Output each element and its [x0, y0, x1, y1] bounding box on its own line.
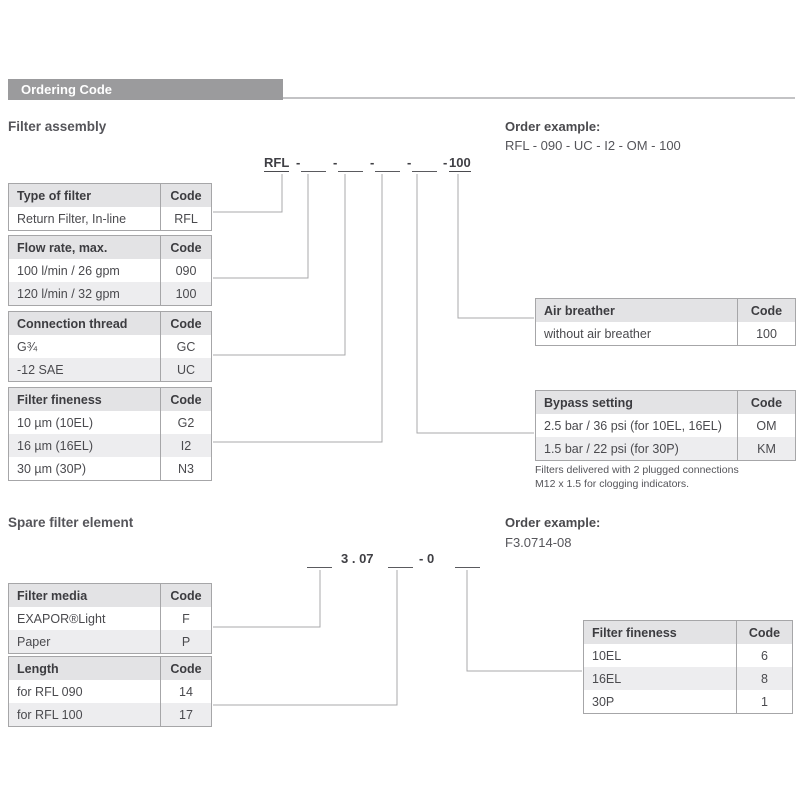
cell-label: -12 SAE [17, 362, 64, 377]
table-row [9, 282, 211, 305]
table-header-row [9, 236, 211, 259]
cell-code: F [160, 607, 211, 630]
table-header-row [9, 388, 211, 411]
cell-label: 2.5 bar / 36 psi (for 10EL, 16EL) [544, 418, 722, 433]
cell-label: EXAPOR®Light [17, 611, 106, 626]
cell-code: 6 [736, 644, 792, 667]
code-suffix: - 0 [419, 551, 435, 566]
table-row [536, 414, 795, 437]
cell-label: 16 µm (16EL) [17, 438, 93, 453]
cell-label: without air breather [544, 326, 652, 341]
code-blank-fineness [375, 156, 400, 172]
table-row [536, 437, 795, 460]
section-header-bar: Ordering Code [8, 79, 283, 100]
table-row [9, 607, 211, 630]
code-dash: - [333, 155, 338, 170]
table-header-row [584, 621, 792, 644]
cell-label: 16EL [592, 671, 622, 686]
cell-code: OM [737, 414, 795, 437]
spare-element-title: Spare filter element [8, 515, 134, 530]
cell-code: G2 [160, 411, 211, 434]
code-prefix: RFL [264, 155, 290, 170]
cell-code: N3 [160, 457, 211, 480]
table-header-row [9, 312, 211, 335]
cell-label: 1.5 bar / 22 psi (for 30P) [544, 441, 679, 456]
column-header-code: Code [736, 621, 792, 644]
table-connection-thread [8, 311, 212, 382]
table-row [584, 667, 792, 690]
column-header-code: Code [160, 236, 211, 259]
cell-label: Paper [17, 634, 51, 649]
cell-code: 17 [160, 703, 211, 726]
table-flow-rate [8, 235, 212, 306]
column-header: Filter fineness [17, 392, 102, 407]
order-example-value: F3.0714-08 [505, 535, 572, 550]
order-example-label: Order example: [505, 515, 601, 530]
table-header-row [536, 391, 795, 414]
cell-code: 14 [160, 680, 211, 703]
table-type-of-filter [8, 183, 212, 231]
code-dash: - [370, 155, 375, 170]
cell-code: 1 [736, 690, 792, 713]
table-row [9, 630, 211, 653]
cell-code: RFL [160, 207, 211, 230]
table-bypass-setting [535, 390, 796, 461]
table-filter-media [8, 583, 212, 654]
order-example-label: Order example: [505, 119, 601, 134]
table-row [9, 703, 211, 726]
code-blank-length [388, 552, 413, 568]
column-header: Connection thread [17, 316, 128, 331]
table-header-row [9, 184, 211, 207]
code-blank-bypass [412, 156, 437, 172]
cell-code: 100 [160, 282, 211, 305]
column-header: Bypass setting [544, 395, 633, 410]
cell-code: 090 [160, 259, 211, 282]
table-row [584, 644, 792, 667]
table-row [536, 322, 795, 345]
code-suffix: 100 [449, 155, 471, 170]
table-row [9, 457, 211, 480]
cell-label: Return Filter, In-line [17, 211, 127, 226]
table-header-row [9, 657, 211, 680]
column-header: Flow rate, max. [17, 240, 108, 255]
cell-label: 10EL [592, 648, 622, 663]
cell-code: KM [737, 437, 795, 460]
cell-label: for RFL 100 [17, 707, 83, 722]
table-spare-fineness [583, 620, 793, 714]
cell-label: 100 l/min / 26 gpm [17, 263, 120, 278]
table-row [9, 680, 211, 703]
header-rule [283, 97, 795, 99]
column-header: Filter fineness [592, 625, 677, 640]
table-row [9, 207, 211, 230]
column-header-code: Code [160, 312, 211, 335]
cell-label: 10 µm (10EL) [17, 415, 93, 430]
cell-label: 30P [592, 694, 615, 709]
column-header-code: Code [160, 657, 211, 680]
cell-code: 100 [737, 322, 795, 345]
cell-code: P [160, 630, 211, 653]
code-blank-fineness [455, 552, 480, 568]
cell-label: for RFL 090 [17, 684, 83, 699]
table-header-row [536, 299, 795, 322]
delivery-note-line1: Filters delivered with 2 plugged connections [535, 464, 739, 476]
cell-code: UC [160, 358, 211, 381]
code-blank-media [307, 552, 332, 568]
table-row [9, 434, 211, 457]
table-row [9, 411, 211, 434]
code-mid: 3 . 07 [341, 551, 374, 566]
cell-label: 30 µm (30P) [17, 461, 87, 476]
code-dash: - [296, 155, 301, 170]
column-header-code: Code [160, 584, 211, 607]
table-air-breather [535, 298, 796, 346]
table-row [584, 690, 792, 713]
table-length [8, 656, 212, 727]
cell-code: 8 [736, 667, 792, 690]
column-header: Filter media [17, 588, 88, 603]
column-header-code: Code [737, 299, 795, 322]
delivery-note-line2: M12 x 1.5 for clogging indicators. [535, 478, 690, 490]
code-blank-thread [338, 156, 363, 172]
cell-label: 120 l/min / 32 gpm [17, 286, 120, 301]
cell-code: GC [160, 335, 211, 358]
column-header-code: Code [737, 391, 795, 414]
table-filter-fineness [8, 387, 212, 481]
column-header-code: Code [160, 184, 211, 207]
column-header: Length [17, 661, 59, 676]
filter-assembly-title: Filter assembly [8, 119, 107, 134]
cell-code: I2 [160, 434, 211, 457]
column-header: Air breather [544, 303, 615, 318]
column-header: Type of filter [17, 188, 92, 203]
table-header-row [9, 584, 211, 607]
code-blank-flow [301, 156, 326, 172]
column-header-code: Code [160, 388, 211, 411]
code-dash: - [443, 155, 448, 170]
code-dash: - [407, 155, 412, 170]
order-example-value: RFL - 090 - UC - I2 - OM - 100 [505, 138, 681, 153]
cell-label: G¾ [17, 339, 38, 354]
table-row [9, 358, 211, 381]
table-row [9, 335, 211, 358]
table-row [9, 259, 211, 282]
